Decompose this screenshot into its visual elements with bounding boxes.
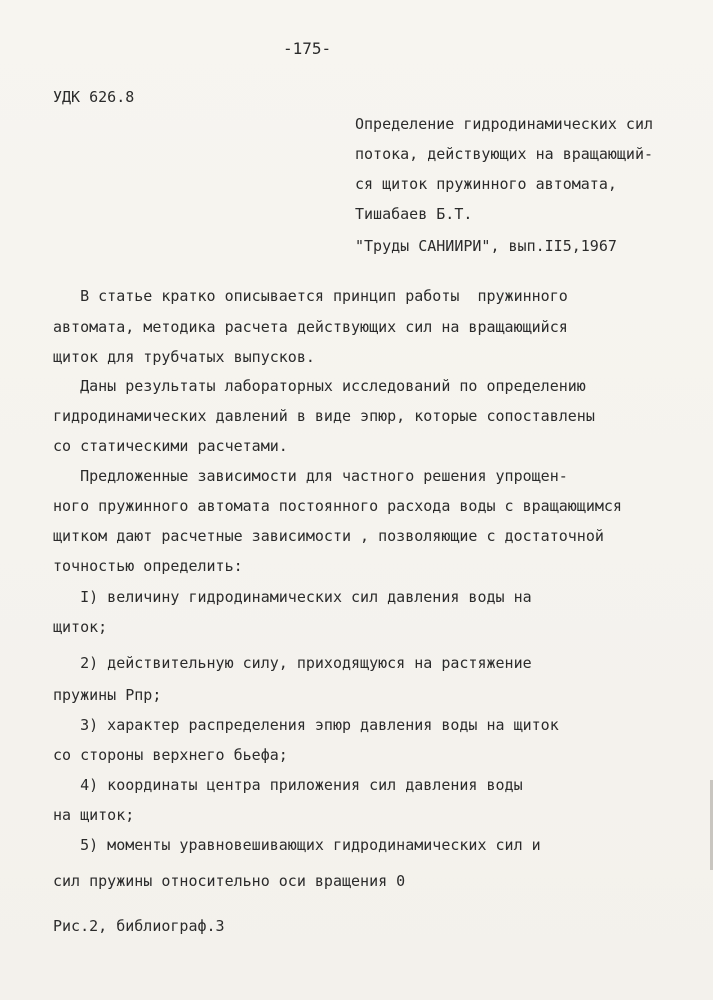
list-item-2: 2) действительную силу, приходящуюся на растяжение	[53, 654, 532, 672]
list-item-2-cont: пружины Рпр;	[53, 686, 162, 704]
abstract-line: Предложенные зависимости для частного решения упрощен-	[53, 467, 568, 485]
figures-bibliography-note: Рис.2, библиограф.3	[53, 917, 225, 935]
reference-source: "Труды САНИИРИ", вып.II5,1967	[355, 237, 617, 255]
abstract-line: со статическими расчетами.	[53, 437, 288, 455]
abstract-line: щитком дают расчетные зависимости , позволяющие с достаточной	[53, 527, 604, 545]
list-item-4: 4) координаты центра приложения сил давления воды	[53, 776, 523, 794]
abstract-line: Даны результаты лабораторных исследований по определению	[53, 377, 586, 395]
list-item-3-cont: со стороны верхнего бьефа;	[53, 746, 288, 764]
list-item-5: 5) моменты уравновешивающих гидродинамических сил и	[53, 836, 541, 854]
reference-title-line-3: ся щиток пружинного автомата,	[355, 175, 617, 193]
page-number: -175-	[283, 39, 332, 58]
abstract-line: точностью определить:	[53, 557, 243, 575]
abstract-line: автомата, методика расчета действующих сил на вращающийся	[53, 318, 568, 336]
reference-title-line-2: потока, действующих на вращающий-	[355, 145, 654, 163]
abstract-line: гидродинамических давлений в виде эпюр, которые сопоставлены	[53, 407, 595, 425]
list-item-4-cont: на щиток;	[53, 806, 135, 824]
list-item-1: I) величину гидродинамических сил давления воды на	[53, 588, 532, 606]
reference-author: Тишабаев Б.Т.	[355, 205, 473, 223]
list-item-1-cont: щиток;	[53, 618, 108, 636]
abstract-line: щиток для трубчатых выпусков.	[53, 348, 315, 366]
list-item-5-cont: сил пружины относительно оси вращения 0	[53, 872, 406, 890]
list-item-3: 3) характер распределения эпюр давления воды на щиток	[53, 716, 559, 734]
udk-code: УДК 626.8	[53, 88, 135, 106]
abstract-line: ного пружинного автомата постоянного расхода воды с вращающимся	[53, 497, 622, 515]
reference-title-line-1: Определение гидродинамических сил	[355, 115, 654, 133]
abstract-line: В статье кратко описывается принцип работы пружинного	[53, 287, 568, 305]
